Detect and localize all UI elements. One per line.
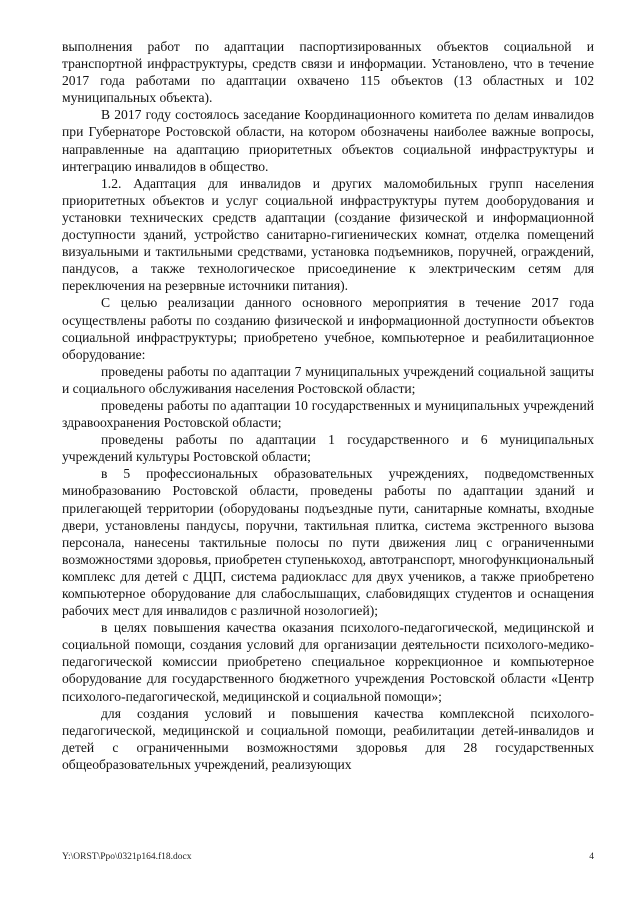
- paragraph-7: проведены работы по адаптации 1 государственного и 6 муниципальных учреждений культуры Ростовской области;: [62, 432, 594, 465]
- paragraph-4: С целью реализации данного основного мероприятия в течение 2017 года осуществлены работы по созданию физической и информационной доступности объектов социальной инфраструктуры; приобретено учебное, компьютерное и реабилитационное оборудование:: [62, 295, 594, 362]
- paragraph-6: проведены работы по адаптации 10 государственных и муниципальных учреждений здравоохранения Ростовской области;: [62, 397, 594, 431]
- paragraph-9: в целях повышения качества оказания психолого-педагогической, медицинской и социальной помощи, создания условий для организации деятельности психолого-медико-педагогической комиссии приобретено специальное коррекционное и компьютерное оборудование для государственного бюджетного учреждения Ростовской области «Центр психолого-педагогической, медицинской и социальной помощи»;: [62, 620, 594, 704]
- paragraph-2: В 2017 году состоялось заседание Координационного комитета по делам инвалидов при Губернаторе Ростовской области, на котором обозначены наиболее важные вопросы, направленные на адаптацию приоритетных объектов социальной инфраструктуры и интеграцию инвалидов в общество.: [62, 107, 594, 174]
- footer-file-path: Y:\ORST\Ppo\0321p164.f18.docx: [62, 852, 192, 862]
- page-footer: [62, 852, 594, 862]
- paragraph-8: в 5 профессиональных образовательных учреждениях, подведомственных минобразованию Ростовской области, проведены работы по адаптации зданий и прилегающей территории (оборудованы подъездные пути, санитарные комнаты, входные двери, установлены пандусы, поручни, тактильная плитка, система экстренного вызова персонала, нанесены тактильные полосы по пути движения лиц с ограниченными возможностями здоровья, приобретен ступенькоход, автотранспорт, многофункциональный комплекс для детей с ДЦП, система радиокласс для двух учеников, а также приобретено компьютерное оборудование для слабослышащих, слабовидящих студентов и оснащения рабочих мест для инвалидов с различной нозологией);: [62, 466, 594, 619]
- document-body: [62, 38, 594, 773]
- paragraph-10: для создания условий и повышения качества комплексной психолого-педагогической, медицинской и социальной помощи, реабилитации детей-инвалидов и детей с ограниченными возможностями здоровья для 28 государственных общеобразовательных учреждений, реализующих: [62, 705, 594, 772]
- paragraph-5: проведены работы по адаптации 7 муниципальных учреждений социальной защиты и социального обслуживания населения Ростовской области;: [62, 363, 594, 396]
- paragraph-3: 1.2. Адаптация для инвалидов и других маломобильных групп населения приоритетных объектов и услуг социальной инфраструктуры путем дооборудования и установки технических средств адаптации (создание физической и информационной доступности зданий, устройство санитарно-гигиенических комнат, отделка помещений визуальными и тактильными средствами, установка подъемников, поручней, ограждений, пандусов, а также технологическое присоединение к электрическим сетям для переключения на резервные источники питания).: [62, 175, 594, 294]
- paragraph-1: выполнения работ по адаптации паспортизированных объектов социальной и транспортной инфраструктуры, средств связи и информации. Установлено, что в течение 2017 года работами по адаптации охвачено 115 объектов (13 областных и 102 муниципальных объекта).: [62, 39, 594, 106]
- page-number: 4: [589, 852, 594, 862]
